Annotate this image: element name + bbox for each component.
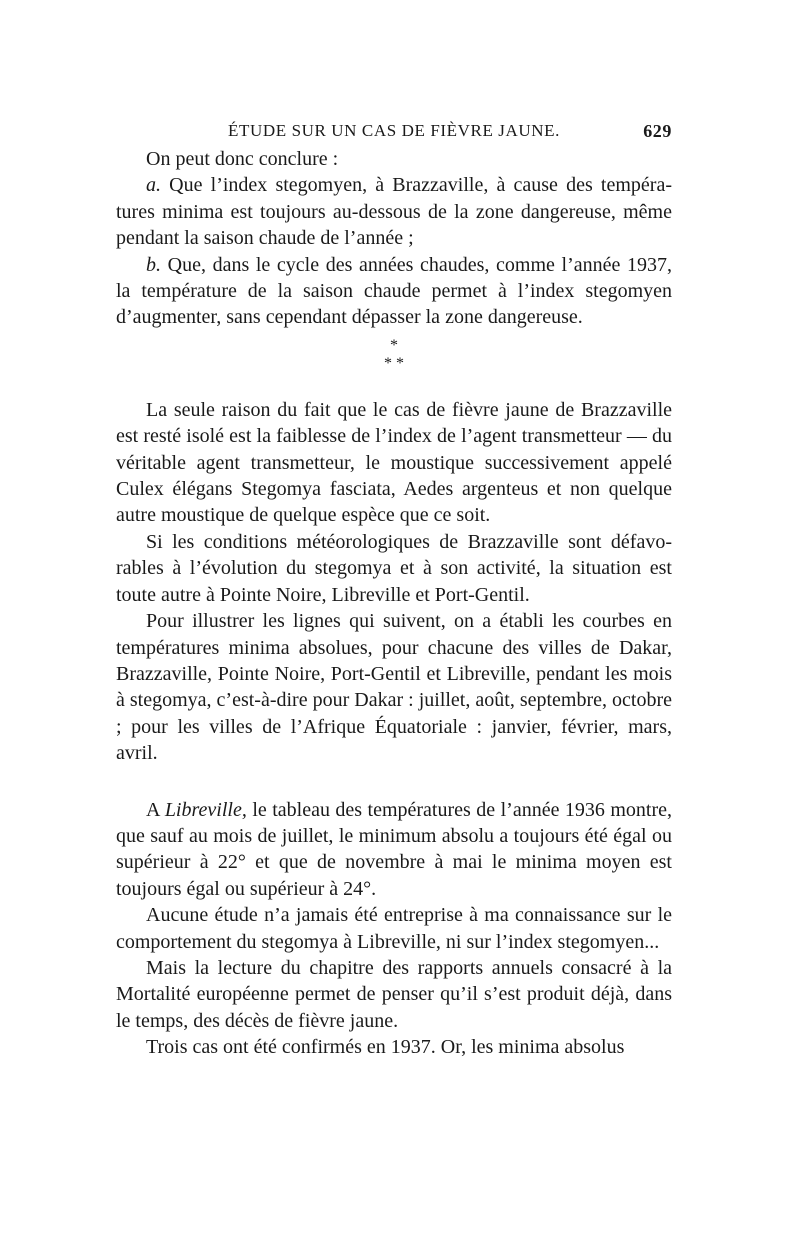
paragraph-no-study: Aucune étude n’a jamais été entreprise à ma connaissance sur le comportement du stegomya à Libreville, ni sur l’index stegomyen...	[116, 904, 672, 953]
body-text	[116, 146, 672, 1061]
asterism-bottom: * *	[384, 354, 404, 372]
paragraph-libreville	[116, 797, 672, 903]
paragraph-mortality: Mais la lecture du chapitre des rapports annuels consacré à la Mortalité européenne permet de penser qu’il s’est produit déjà, dans le temps, des décès de fièvre jaune.	[116, 956, 672, 1032]
paragraph-conclusion-a	[116, 172, 672, 251]
paragraph-illustration: Pour illustrer les lignes qui suivent, on a établi les courbes en températures minima absolues, pour chacune des villes de Dakar, Brazzaville, Pointe Noire, Port-Gentil et Libreville, pendant les mois à stegomya, c’est-à-dire pour Dakar : juillet, août, septembre, octobre ; pour les villes de l’Afrique Équatoriale : janvier, février, mars, avril.	[116, 610, 672, 765]
item-label-b: b.	[146, 253, 161, 276]
libreville-text: le tableau des températures de l’année 1936 montre, que sauf au mois de juillet, le minimum absolu a toujours été égal ou supérieur à 22° et que de novembre à mai le minima moyen est toujours égal ou supérieur à 24°.	[116, 798, 673, 900]
paragraph-conditions: Si les conditions météorologiques de Brazzaville sont défavorables à l’évolution du stegomya et à son activité, la situation est toute autre à Pointe Noire, Libreville et Port-Gentil.	[116, 530, 672, 606]
running-title: ÉTUDE SUR UN CAS DE FIÈVRE JAUNE.	[228, 121, 560, 140]
page-number: 629	[643, 121, 672, 141]
book-page	[116, 116, 672, 1061]
paragraph-isolated-case: La seule raison du fait que le cas de fièvre jaune de Brazzaville est resté isolé est la faiblesse de l’index de l’agent transmetteur — du véritable agent transmetteur, le moustique successivement appelé Culex élégans Stegomya fasciata, Aedes argenteus et non quelque autre moustique de quelque espèce que ce soit.	[116, 398, 672, 527]
item-text-b: Que, dans le cycle des années chaudes, comme l’année 1937, la température de la saison chaude permet à l’index stegomyen d’augmenter, sans cependant dépasser la zone dangereuse.	[116, 253, 672, 329]
paragraph-conclusion-b	[116, 252, 672, 331]
paragraph-conclusion-intro: On peut donc conclure :	[146, 148, 339, 170]
paragraph-gap	[116, 767, 672, 797]
libreville-place: Libreville,	[164, 798, 247, 821]
libreville-prefix: A	[146, 798, 160, 821]
running-header	[116, 116, 672, 146]
paragraph-three-cases: Trois cas ont été confirmés en 1937. Or, les minima absolus	[146, 1036, 625, 1059]
section-separator	[116, 337, 672, 373]
asterism-top: *	[390, 336, 398, 354]
item-label-a: a.	[146, 174, 161, 197]
item-text-a: Que l’index stegomyen, à Brazzaville, à cause des températures minima est toujours au-dessous de la zone dangereuse, même pendant la saison chaude de l’année ;	[116, 174, 672, 250]
